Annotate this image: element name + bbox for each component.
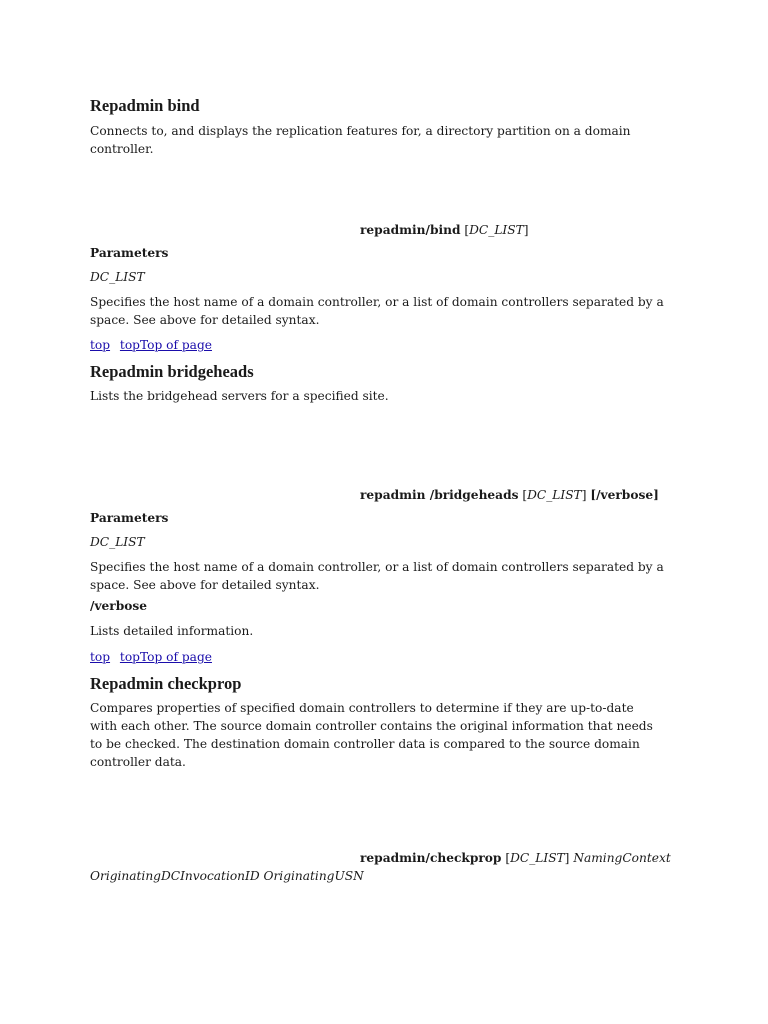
param-description: Specifies the host name of a domain controller, or a list of domain controllers separated by a space. See above for detailed syntax. bbox=[90, 295, 664, 327]
top-link[interactable]: top bbox=[90, 650, 111, 664]
param-description: Specifies the host name of a domain controller, or a list of domain controllers separated by a space. See above for detailed syntax. bbox=[90, 560, 664, 592]
syntax-command: repadmin/checkprop bbox=[360, 851, 502, 865]
param2-name: /verbose bbox=[90, 599, 147, 613]
syntax-arg: DC_LIST bbox=[510, 851, 565, 865]
top-link[interactable]: top bbox=[90, 338, 111, 352]
top-of-page-link[interactable]: topTop of page bbox=[119, 650, 212, 664]
syntax-line-checkprop: repadmin/checkprop [DC_LIST] NamingContext bbox=[360, 851, 671, 865]
parameters-label: Parameters bbox=[90, 246, 169, 260]
syntax-flag: [/verbose] bbox=[590, 488, 659, 502]
nav-links bbox=[90, 338, 218, 352]
section-description-checkprop: Compares properties of specified domain controllers to determine if they are up-to-date with each other. The source domain controller contains the original information that needs to be checked. The destination domain controller data is compared to the source domain controller data. bbox=[90, 701, 653, 769]
top-of-page-link[interactable]: topTop of page bbox=[119, 338, 212, 352]
section-description-bridgeheads: Lists the bridgehead servers for a specified site. bbox=[90, 389, 389, 403]
param-name: DC_LIST bbox=[90, 270, 145, 284]
section-heading-bridgeheads: Repadmin bridgeheads bbox=[90, 362, 254, 381]
syntax-continuation: OriginatingDCInvocationID OriginatingUSN bbox=[90, 869, 364, 883]
nav-links bbox=[90, 650, 218, 664]
section-description-bind: Connects to, and displays the replication features for, a directory partition on a domain controller. bbox=[90, 124, 631, 156]
syntax-command: repadmin /bridgeheads bbox=[360, 488, 519, 502]
param-name: DC_LIST bbox=[90, 535, 145, 549]
syntax-tail: NamingContext bbox=[573, 851, 671, 865]
section-heading-checkprop: Repadmin checkprop bbox=[90, 674, 242, 693]
syntax-arg: DC_LIST bbox=[527, 488, 582, 502]
syntax-line-bind: repadmin/bind [DC_LIST] bbox=[360, 223, 529, 237]
syntax-arg: DC_LIST bbox=[469, 223, 524, 237]
syntax-line-bridgeheads: repadmin /bridgeheads [DC_LIST] [/verbose] bbox=[360, 488, 659, 502]
syntax-command: repadmin/bind bbox=[360, 223, 461, 237]
param2-description: Lists detailed information. bbox=[90, 624, 254, 638]
section-heading-bind: Repadmin bind bbox=[90, 96, 200, 115]
parameters-label: Parameters bbox=[90, 511, 169, 525]
